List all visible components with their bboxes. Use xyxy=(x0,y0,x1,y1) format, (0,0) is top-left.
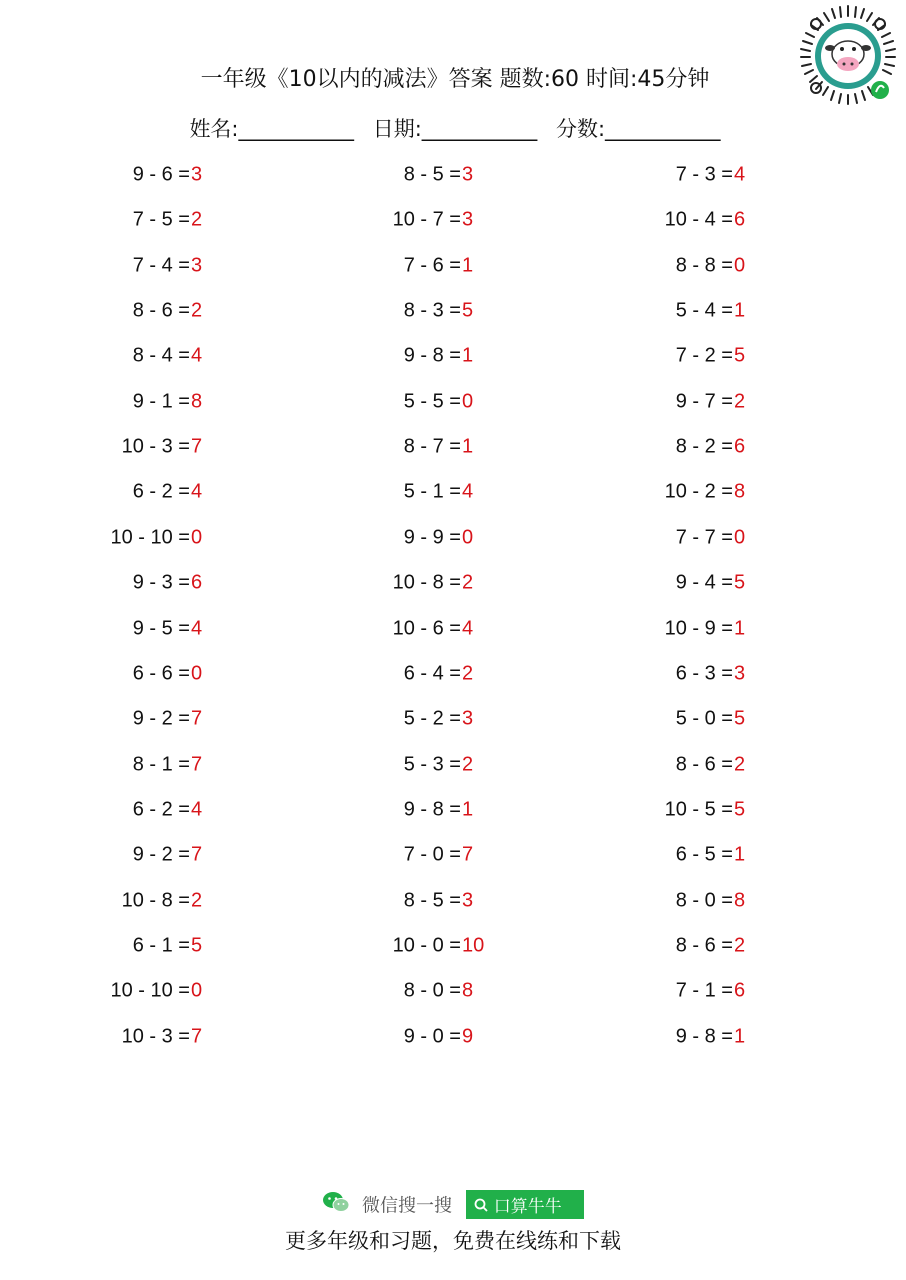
problem-question: 6 - 6 = xyxy=(132,662,190,685)
problem-question: 9 - 8 = xyxy=(403,798,461,821)
problem-question: 10 - 8 = xyxy=(121,889,190,912)
problem-question: 10 - 0 = xyxy=(392,934,461,957)
problem-question: 8 - 8 = xyxy=(675,254,733,277)
problem-question: 10 - 7 = xyxy=(392,208,461,231)
problem-question: 7 - 4 = xyxy=(132,254,190,277)
problem-item xyxy=(132,299,203,323)
problem-answer: 5 xyxy=(734,571,746,594)
problem-question: 9 - 2 = xyxy=(132,843,190,866)
problem-answer: 1 xyxy=(734,299,746,322)
problem-answer: 8 xyxy=(734,889,746,912)
problem-answer: 0 xyxy=(191,662,203,685)
problem-item xyxy=(121,435,203,459)
problem-item xyxy=(392,617,474,640)
problem-item xyxy=(664,798,746,821)
problem-question: 8 - 5 = xyxy=(403,163,461,186)
problem-item xyxy=(675,934,746,957)
problem-item xyxy=(675,571,746,595)
problem-item xyxy=(392,934,485,957)
problem-question: 8 - 4 = xyxy=(132,344,190,367)
footer-tagline: 更多年级和习题，免费在线练和下载 xyxy=(285,1229,621,1253)
problem-question: 10 - 4 = xyxy=(664,208,733,231)
problem-question: 6 - 5 = xyxy=(675,843,733,866)
problem-item xyxy=(403,753,474,776)
problem-item xyxy=(132,163,203,187)
problem-question: 8 - 6 = xyxy=(675,934,733,957)
problem-question: 9 - 7 = xyxy=(675,390,733,413)
problem-question: 5 - 0 = xyxy=(675,707,733,730)
problem-answer: 6 xyxy=(734,435,746,458)
problem-question: 7 - 2 = xyxy=(675,344,733,367)
problem-item xyxy=(403,299,474,323)
problem-answer: 8 xyxy=(734,480,746,503)
problem-item xyxy=(121,889,203,912)
problem-question: 8 - 6 = xyxy=(132,299,190,322)
problem-item xyxy=(403,254,474,277)
problem-answer: 10 xyxy=(462,934,485,957)
problem-question: 9 - 6 = xyxy=(132,163,190,186)
problem-question: 9 - 0 = xyxy=(403,1025,461,1048)
problem-item xyxy=(675,753,746,776)
problem-item xyxy=(675,344,746,368)
problem-item xyxy=(110,526,203,549)
problem-question: 8 - 0 = xyxy=(403,979,461,1002)
problem-answer: 6 xyxy=(734,208,746,231)
problem-item xyxy=(132,843,203,867)
problem-item xyxy=(675,707,746,731)
problem-answer: 2 xyxy=(191,889,203,912)
wechat-logo-icon xyxy=(322,1191,350,1218)
problem-answer: 0 xyxy=(462,526,474,549)
problem-answer: 7 xyxy=(191,843,203,866)
problem-question: 10 - 5 = xyxy=(664,798,733,821)
problem-answer: 0 xyxy=(462,390,474,413)
problem-answer: 1 xyxy=(462,435,474,458)
wechat-search-banner xyxy=(0,1190,906,1219)
problem-question: 10 - 10 = xyxy=(110,526,190,549)
problem-answer: 3 xyxy=(734,662,746,685)
problem-item xyxy=(132,254,203,277)
problem-item xyxy=(132,480,203,504)
problem-question: 5 - 4 = xyxy=(675,299,733,322)
problem-item xyxy=(403,889,474,912)
problem-answer: 7 xyxy=(191,435,203,458)
problem-answer: 1 xyxy=(462,254,474,277)
problem-question: 9 - 2 = xyxy=(132,707,190,730)
problem-item xyxy=(675,254,746,277)
problem-question: 9 - 5 = xyxy=(132,617,190,639)
problem-answer: 7 xyxy=(191,753,203,776)
problem-answer: 0 xyxy=(734,526,746,549)
name-field: 姓名:___________ xyxy=(189,117,355,141)
problem-item xyxy=(132,798,203,821)
problem-item xyxy=(121,1025,203,1048)
problem-item xyxy=(664,617,746,640)
problem-item xyxy=(132,571,203,595)
problem-answer: 8 xyxy=(191,390,203,413)
problem-item xyxy=(664,208,746,232)
problem-answer: 3 xyxy=(191,254,203,277)
problem-item xyxy=(403,480,474,504)
problem-answer: 1 xyxy=(734,843,746,866)
problem-answer: 4 xyxy=(191,480,203,503)
problem-answer: 4 xyxy=(462,617,474,639)
problem-question: 5 - 2 = xyxy=(403,707,461,730)
problem-answer: 4 xyxy=(191,617,203,639)
problem-question: 5 - 1 = xyxy=(403,480,461,503)
problem-question: 10 - 10 = xyxy=(110,979,190,1002)
problem-item xyxy=(675,662,746,685)
problem-item xyxy=(392,571,474,595)
problem-item xyxy=(403,435,474,459)
problem-answer: 5 xyxy=(462,299,474,322)
problem-item xyxy=(675,163,746,187)
problem-item xyxy=(403,390,474,413)
problem-answer: 2 xyxy=(191,208,203,231)
problem-question: 9 - 1 = xyxy=(132,390,190,413)
search-tag xyxy=(466,1190,584,1219)
problem-question: 6 - 2 = xyxy=(132,480,190,503)
problem-question: 6 - 1 = xyxy=(132,934,190,957)
problem-answer: 6 xyxy=(734,979,746,1002)
problem-question: 8 - 2 = xyxy=(675,435,733,458)
problem-question: 8 - 3 = xyxy=(403,299,461,322)
problem-question: 7 - 0 = xyxy=(403,843,461,866)
problem-item xyxy=(675,299,746,323)
problem-answer: 5 xyxy=(734,798,746,821)
problem-answer: 2 xyxy=(191,299,203,322)
problem-question: 8 - 7 = xyxy=(403,435,461,458)
problem-question: 6 - 2 = xyxy=(132,798,190,821)
problem-item xyxy=(132,934,203,957)
problem-answer: 2 xyxy=(734,390,746,413)
problem-item xyxy=(675,889,746,912)
problem-answer: 4 xyxy=(191,344,203,367)
problem-answer: 9 xyxy=(462,1025,474,1048)
problem-answer: 4 xyxy=(462,480,474,503)
problem-item xyxy=(675,979,746,1003)
problem-question: 8 - 5 = xyxy=(403,889,461,912)
problem-question: 7 - 3 = xyxy=(675,163,733,186)
problem-answer: 3 xyxy=(462,208,474,231)
problem-answer: 1 xyxy=(462,344,474,367)
problem-question: 6 - 3 = xyxy=(675,662,733,685)
problem-question: 6 - 4 = xyxy=(403,662,461,685)
problem-answer: 3 xyxy=(462,707,474,730)
problem-item xyxy=(132,208,203,232)
search-tag-text: 口算牛牛 xyxy=(493,1197,562,1217)
problem-item xyxy=(132,390,203,413)
worksheet-title: 一年级《10以内的减法》答案 题数:60 时间:45分钟 xyxy=(200,67,710,92)
problem-question: 7 - 7 = xyxy=(675,526,733,549)
problem-answer: 2 xyxy=(734,934,746,957)
search-icon xyxy=(474,1197,488,1217)
problem-answer: 2 xyxy=(462,753,474,776)
problem-item xyxy=(675,843,746,867)
problem-item xyxy=(132,617,203,640)
problem-item xyxy=(132,753,203,776)
problem-item xyxy=(403,163,474,187)
problem-answer: 8 xyxy=(462,979,474,1002)
problem-item xyxy=(132,344,203,368)
problem-item xyxy=(132,707,203,731)
problem-answer: 5 xyxy=(191,934,203,957)
problem-answer: 1 xyxy=(462,798,474,821)
score-field: 分数:___________ xyxy=(555,117,721,141)
problem-question: 5 - 3 = xyxy=(403,753,461,776)
problem-answer: 7 xyxy=(462,843,474,866)
problem-answer: 1 xyxy=(734,617,746,639)
problem-question: 10 - 8 = xyxy=(392,571,461,594)
problem-question: 7 - 1 = xyxy=(675,979,733,1002)
problem-question: 10 - 3 = xyxy=(121,435,190,458)
problem-answer: 3 xyxy=(191,163,203,186)
problem-answer: 5 xyxy=(734,707,746,730)
problem-answer: 0 xyxy=(734,254,746,277)
problem-answer: 3 xyxy=(462,163,474,186)
problem-question: 9 - 8 = xyxy=(675,1025,733,1048)
problem-item xyxy=(675,435,746,459)
problem-question: 9 - 8 = xyxy=(403,344,461,367)
problem-answer: 4 xyxy=(734,163,746,186)
problem-item xyxy=(403,662,474,685)
problem-question: 10 - 2 = xyxy=(664,480,733,503)
problem-question: 9 - 9 = xyxy=(403,526,461,549)
problem-answer: 2 xyxy=(462,571,474,594)
problem-item xyxy=(132,662,203,685)
problem-question: 7 - 5 = xyxy=(132,208,190,231)
problem-question: 5 - 5 = xyxy=(403,390,461,413)
problem-answer: 4 xyxy=(191,798,203,821)
problem-answer: 7 xyxy=(191,707,203,730)
problem-item xyxy=(403,707,474,731)
problem-question: 8 - 0 = xyxy=(675,889,733,912)
problem-item xyxy=(403,843,474,867)
date-field: 日期:___________ xyxy=(372,117,538,141)
problem-item xyxy=(403,526,474,549)
problem-answer: 2 xyxy=(734,753,746,776)
problem-answer: 2 xyxy=(462,662,474,685)
problem-answer: 0 xyxy=(191,526,203,549)
problem-answer: 7 xyxy=(191,1025,203,1048)
problem-item xyxy=(675,526,746,549)
problem-question: 8 - 1 = xyxy=(132,753,190,776)
search-label: 微信搜一搜 xyxy=(362,1195,452,1217)
problem-item xyxy=(403,1025,474,1048)
problem-item xyxy=(675,1025,746,1048)
problem-item xyxy=(392,208,474,232)
problem-question: 8 - 6 = xyxy=(675,753,733,776)
problem-item xyxy=(110,979,203,1003)
problem-question: 10 - 9 = xyxy=(664,617,733,639)
problem-item xyxy=(403,798,474,821)
problem-answer: 0 xyxy=(191,979,203,1002)
problem-item xyxy=(403,979,474,1003)
problem-item xyxy=(675,390,746,413)
problem-answer: 5 xyxy=(734,344,746,367)
problem-question: 10 - 3 = xyxy=(121,1025,190,1048)
problem-question: 9 - 3 = xyxy=(132,571,190,594)
problem-answer: 1 xyxy=(734,1025,746,1048)
problem-answer: 3 xyxy=(462,889,474,912)
problem-item xyxy=(664,480,746,504)
problem-answer: 6 xyxy=(191,571,203,594)
problem-item xyxy=(403,344,474,368)
problem-question: 7 - 6 = xyxy=(403,254,461,277)
problem-question: 10 - 6 = xyxy=(392,617,461,639)
problem-question: 9 - 4 = xyxy=(675,571,733,594)
